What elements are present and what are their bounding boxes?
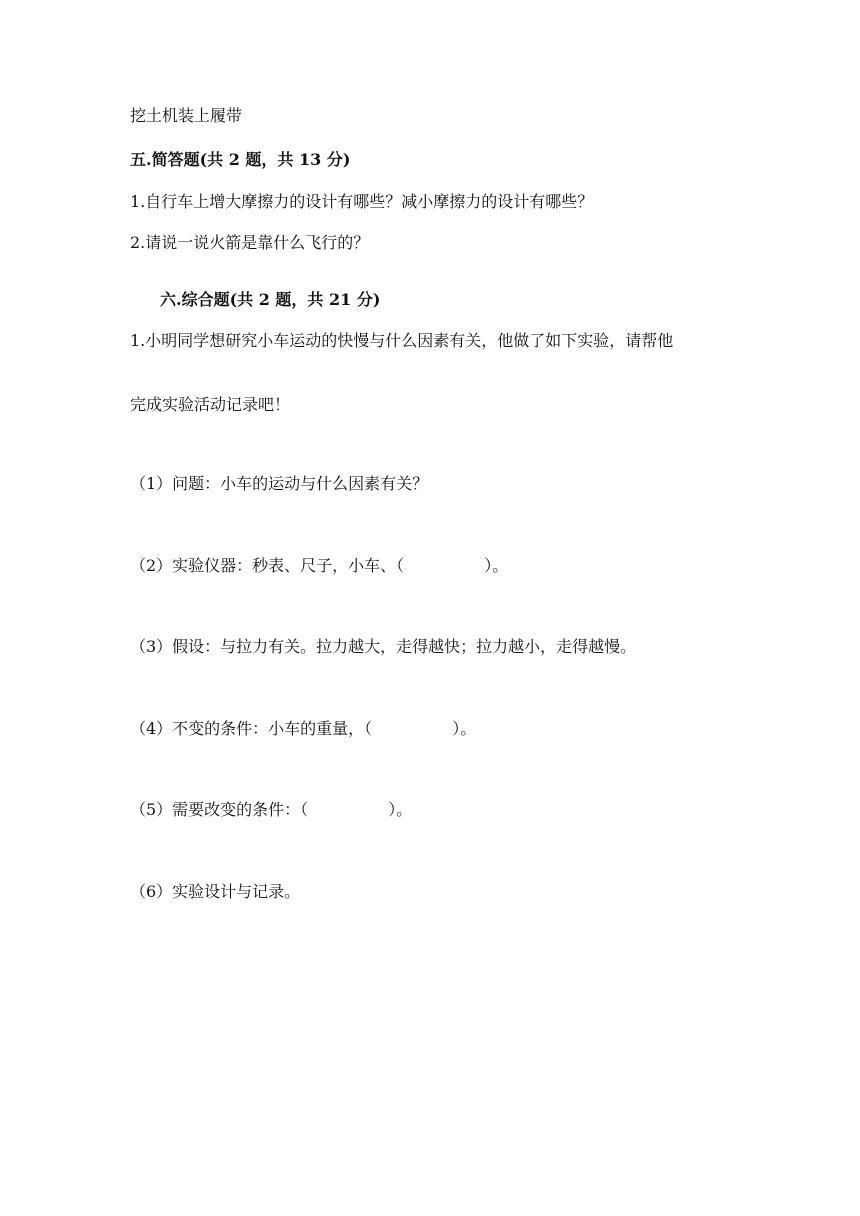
question-rocket-flight: 2.请说一说火箭是靠什么飞行的？ [130,233,370,252]
experiment-item-instruments [130,556,508,576]
constant-conditions-text: （4）不变的条件：小车的重量，（ [130,719,373,738]
instruments-text: （2）实验仪器：秒表、尺子，小车、（ [130,556,405,575]
question-car-motion-line1: 1.小明同学想研究小车运动的快慢与什么因素有关，他做了如下实验，请帮他 [130,331,674,350]
experiment-item-constant-conditions [130,719,476,739]
section-heading-comprehensive: 六.综合题(共 2 题，共 21 分) [160,290,381,309]
experiment-item-design-record: （6）实验设计与记录。 [130,882,301,901]
experiment-item-question: （1）问题：小车的运动与什么因素有关？ [130,474,429,493]
section-heading-short-answer: 五.简答题(共 2 题，共 13 分) [130,150,351,169]
experiment-item-changing-conditions [130,800,412,820]
changing-conditions-close: ）。 [388,800,413,819]
changing-conditions-text: （5）需要改变的条件：（ [130,800,309,819]
question-bicycle-friction: 1.自行车上增大摩擦力的设计有哪些？减小摩擦力的设计有哪些？ [130,192,594,211]
instruments-close: ）。 [484,556,509,575]
constant-conditions-close: ）。 [452,719,477,738]
text-line-excavator: 挖土机装上履带 [130,106,243,125]
question-car-motion-line2: 完成实验活动记录吧！ [130,395,291,414]
experiment-item-hypothesis: （3）假设：与拉力有关。拉力越大，走得越快；拉力越小，走得越慢。 [130,637,637,656]
